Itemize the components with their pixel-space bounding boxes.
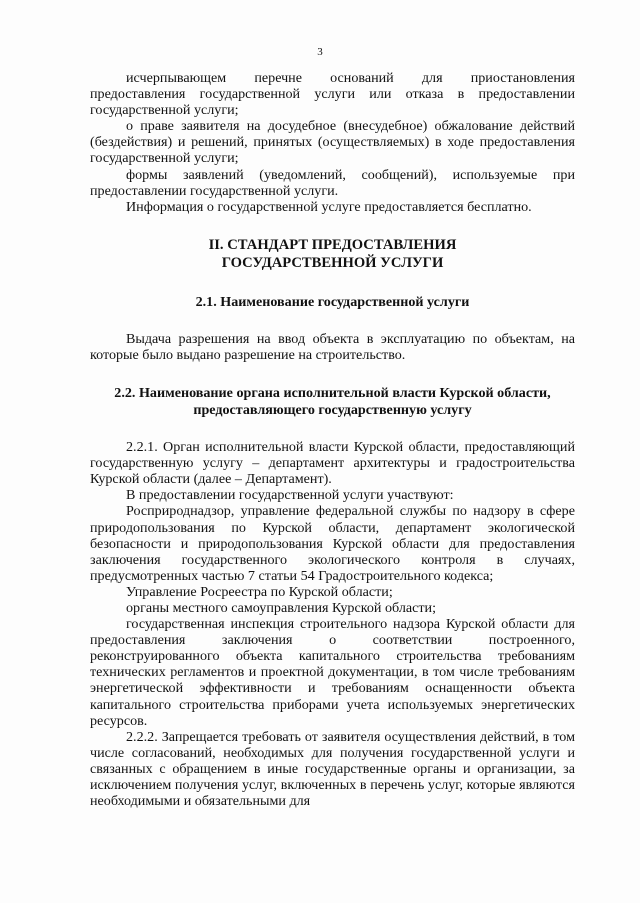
paragraph-local-government: органы местного самоуправления Курской области; [126, 599, 437, 616]
paragraph-2-2-1: 2.2.1. Орган исполнительной власти Курской области, предоставляющий государственную услугу – департамент архитектуры и градостроительства Курской области (далее – Департамент). [90, 439, 575, 488]
subsection-2-1-text: Выдача разрешения на ввод объекта в эксплуатацию по объектам, на которые было выдано разрешение на строительство. [90, 330, 575, 363]
section-title-line-1: II. СТАНДАРТ ПРЕДОСТАВЛЕНИЯ [208, 236, 457, 253]
section-title [90, 236, 575, 272]
paragraph-2-2-2: 2.2.2. Запрещается требовать от заявителя осуществления действий, в том числе согласований, необходимых для получения государственной услуги и связанных с обращением в иные государственные органы и организации, за исключением получения услуг, включенных в перечень услуг, которые являются необходимыми и обязательными для [90, 728, 575, 810]
section-title-line-2: ГОСУДАРСТВЕННОЙ УСЛУГИ [221, 254, 444, 271]
subsection-2-2-title-line-2: предоставляющего государственную услугу [193, 402, 472, 419]
intro-paragraph-3: формы заявлений (уведомлений, сообщений), используемые при предоставлении государственной услуги. [90, 166, 575, 199]
paragraph-rosprirodnadzor: Росприроднадзор, управление федеральной службы по надзору в сфере природопользования по Курской области, департамент экологической безопасности и природопользования Курской области для предоставления заключения государственного экологического контроля в случаях, предусмотренных частью 7 статьи 54 Градостроительного кодекса; [90, 503, 575, 584]
intro-paragraph-4: Информация о государственной услуге предоставляется бесплатно. [126, 198, 532, 215]
intro-paragraph-2: о праве заявителя на досудебное (внесудебное) обжалование действий (бездействия) и решений, принятых (осуществляемых) в ходе предоставления государственной услуги; [90, 118, 575, 167]
subsection-2-1-title: 2.1. Наименование государственной услуги [195, 293, 470, 310]
paragraph-participants: В предоставлении государственной услуги участвуют: [126, 487, 454, 504]
subsection-2-2-title [90, 385, 575, 419]
intro-paragraph-1: исчерпывающем перечне оснований для приостановления предоставления государственной услуги или отказа в предоставлении государственной услуги; [90, 70, 575, 119]
paragraph-inspection: государственная инспекция строительного надзора Курской области для предоставления заключения о соответствии построенного, реконструированного объекта капитального строительства требованиям технических регламентов и проектной документации, в том числе требованиям энергетической эффективности и требованиям оснащенности объекта капитального строительства приборами учета используемых энергетических ресурсов. [90, 616, 575, 729]
page-number: 3 [317, 46, 323, 58]
paragraph-rosreestr: Управление Росреестра по Курской области; [126, 583, 393, 600]
subsection-2-2-title-line-1: 2.2. Наименование органа исполнительной власти Курской области, [114, 385, 551, 402]
document-body [90, 70, 575, 809]
